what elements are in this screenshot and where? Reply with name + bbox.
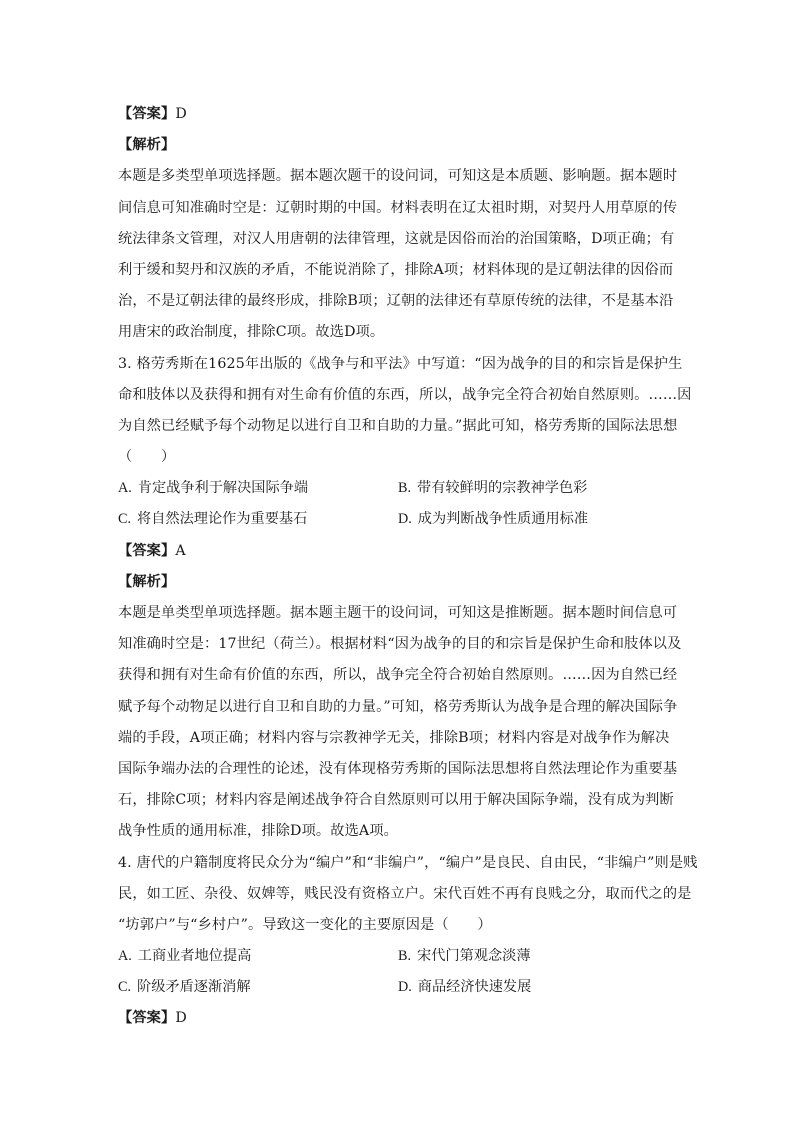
analysis-label: 【解析】	[118, 573, 176, 590]
analysis-text-line: 赋予每个动物足以进行自卫和自助的力量。”可知，格劳秀斯认为战争是合理的解决国际争	[118, 698, 678, 715]
analysis-heading	[118, 567, 678, 598]
answer-label: 【答案】	[118, 106, 176, 122]
option-c	[118, 972, 398, 1003]
option-letter: B.	[398, 480, 412, 497]
answer-value: D	[175, 106, 187, 122]
options-row	[118, 941, 678, 972]
question-stem-line: 为自然已经赋予每个动物足以进行自卫和自助的力量。”据此可知，格劳秀斯的国际法思想	[118, 417, 678, 434]
analysis-text-line: 统法律条文管理，对汉人用唐朝的法律管理，这就是因俗而治的治国策略，D项正确；有	[118, 230, 675, 247]
option-a	[118, 473, 398, 504]
question-stem-line: （ ）	[118, 449, 176, 466]
option-c	[118, 504, 398, 535]
answer-label: 【答案】	[118, 542, 176, 559]
answer-value: A	[175, 542, 186, 559]
document-page	[118, 99, 698, 1035]
analysis-text-line: 战争性质的通用标准，排除D项。故选A项。	[118, 823, 398, 840]
analysis-text-line: 端的手段，A项正确；材料内容与宗教神学无关，排除B项；材料内容是对战争作为解决	[118, 729, 670, 746]
question-stem-line: 命和肢体以及获得和拥有对生命有价值的东西，所以，战争完全符合初始自然原则。……因	[118, 386, 692, 403]
answer-value: D	[175, 1010, 187, 1027]
answer-label: 【答案】	[118, 1010, 176, 1027]
option-text: 工商业者地位提高	[137, 948, 252, 965]
answer-line	[118, 536, 678, 567]
option-a	[118, 941, 398, 972]
option-b	[398, 473, 678, 504]
analysis-text-line: 间信息可知准确时空是：辽朝时期的中国。材料表明在辽太祖时期，对契丹人用草原的传	[118, 199, 678, 216]
analysis-text-line: 治，不是辽朝法律的最终形成，排除B项；辽朝的法律还有草原传统的法律，不是基本沿	[118, 293, 674, 310]
options-row	[118, 504, 678, 535]
analysis-text-line: 石，排除C项；材料内容是阐述战争符合自然原则可以用于解决国际争端，没有成为判断	[118, 792, 674, 809]
analysis-text-line: 知准确时空是：17世纪（荷兰）。根据材料“因为战争的目的和宗旨是保护生命和肢体以及	[118, 636, 682, 653]
option-text: 将自然法理论作为重要基石	[137, 511, 308, 528]
option-letter: C.	[118, 511, 132, 528]
analysis-label: 【解析】	[118, 137, 176, 154]
option-d	[398, 972, 678, 1003]
analysis-text-line: 获得和拥有对生命有价值的东西，所以，战争完全符合初始自然原则。……因为自然已经	[118, 667, 678, 684]
option-letter: B.	[398, 948, 412, 965]
analysis-text-line: 本题是多类型单项选择题。据本题次题干的设问词，可知这是本质题、影响题。据本题时	[118, 168, 678, 185]
question-stem-line: “坊郭户”与“乡村户”。导致这一变化的主要原因是（ ）	[118, 916, 492, 933]
option-letter: A.	[118, 480, 132, 497]
option-text: 带有较鲜明的宗教神学色彩	[417, 480, 588, 497]
question-stem-line: 4. 唐代的户籍制度将民众分为“编户”和“非编户”，“编户”是良民、自由民，“非编户”则是贱	[118, 854, 698, 871]
option-text: 成为判断战争性质通用标准	[417, 511, 589, 528]
question-stem-line: 民，如工匠、杂役、奴婢等，贱民没有资格立户。宋代百姓不再有良贱之分，取而代之的是	[118, 885, 692, 902]
answer-line	[118, 1003, 678, 1034]
option-letter: A.	[118, 948, 132, 965]
answer-line	[118, 99, 678, 130]
analysis-text-line: 用唐宋的政治制度，排除C项。故选D项。	[118, 324, 385, 341]
question-stem-line: 3. 格劳秀斯在1625年出版的《战争与和平法》中写道：“因为战争的目的和宗旨是保护生	[118, 355, 683, 372]
analysis-text-line: 本题是单类型单项选择题。据本题主题干的设问词，可知这是推断题。据本题时间信息可	[118, 605, 678, 621]
option-text: 阶级矛盾逐渐消解	[137, 979, 251, 996]
analysis-heading	[118, 130, 678, 161]
option-letter: D.	[398, 511, 412, 528]
option-text: 肯定战争利于解决国际争端	[137, 480, 309, 497]
options-row	[118, 473, 678, 504]
option-b	[398, 941, 678, 972]
analysis-text-line: 利于缓和契丹和汉族的矛盾，不能说消除了，排除A项；材料体现的是辽朝法律的因俗而	[118, 261, 674, 278]
option-text: 商品经济快速发展	[417, 979, 532, 996]
option-letter: D.	[398, 979, 412, 996]
options-row	[118, 972, 678, 1003]
option-letter: C.	[118, 979, 132, 996]
analysis-text-line: 国际争端办法的合理性的论述，没有体现格劳秀斯的国际法思想将自然法理论作为重要基	[118, 760, 678, 777]
option-d	[398, 504, 678, 535]
option-text: 宋代门第观念淡薄	[417, 948, 531, 965]
